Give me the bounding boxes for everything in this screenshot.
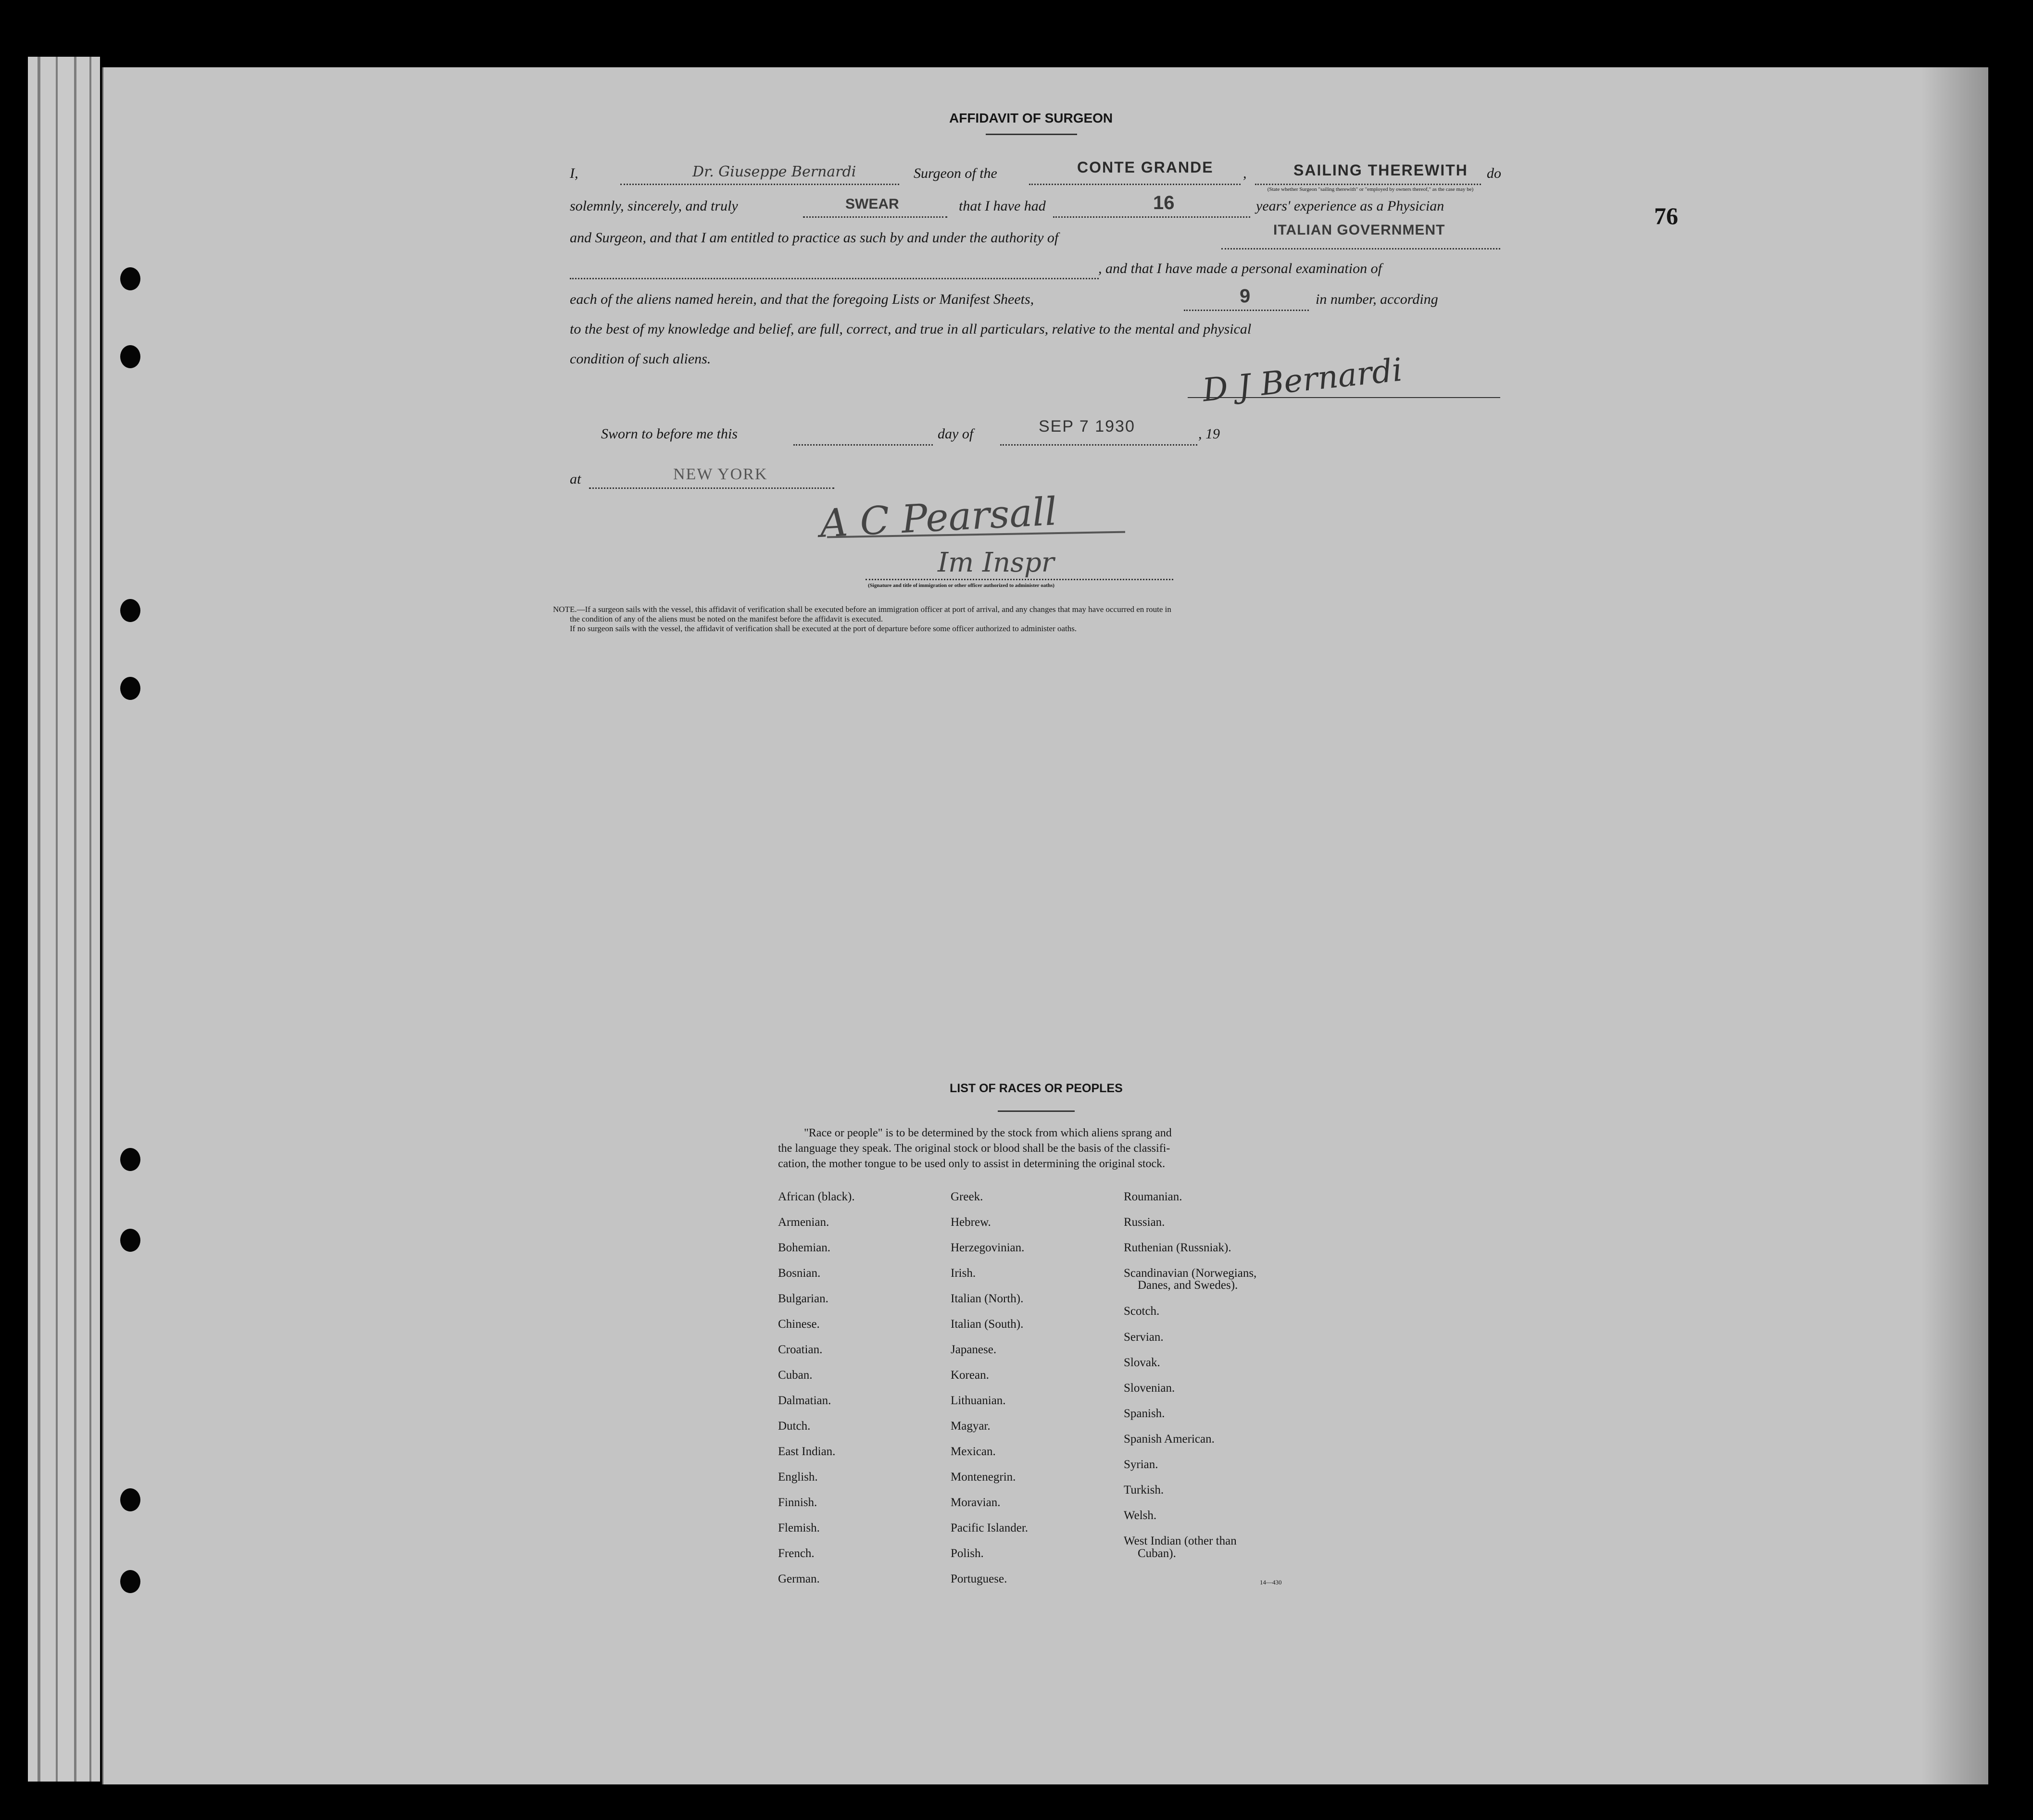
- race-item-continued: Danes, and Swedes).: [1138, 1279, 1238, 1292]
- race-item: Syrian.: [1124, 1458, 1158, 1471]
- races-intro-2: the language they speak. The original stock or blood shall be the basis of the classifi-: [778, 1142, 1170, 1155]
- race-item: English.: [778, 1471, 818, 1483]
- sailing-note: (State whether Surgeon "sailing therewith" or "employed by owners thereof," as the case may be): [1267, 187, 1474, 192]
- race-item: French.: [778, 1547, 815, 1560]
- race-item: Russian.: [1124, 1216, 1165, 1229]
- race-item: Polish.: [951, 1547, 984, 1560]
- surgeon-name: Dr. Giuseppe Bernardi: [692, 163, 856, 180]
- text-solemnly: solemnly, sincerely, and truly: [570, 198, 738, 214]
- note-line-1: NOTE.—If a surgeon sails with the vessel, this affidavit of verification shall be executed before an immigration officer at port of arrival, and any changes that may have occurred en route in: [553, 605, 1171, 614]
- fill-line-vessel: [1029, 184, 1241, 185]
- officer-title: Im Inspr: [938, 547, 1054, 578]
- punch-hole: [120, 677, 140, 700]
- text-each: each of the aliens named herein, and that the foregoing Lists or Manifest Sheets,: [570, 291, 1034, 307]
- page-edge-shadow: [1921, 67, 1988, 1784]
- signature-caption: (Signature and title of immigration or other officer authorized to administer oaths): [868, 583, 1054, 588]
- race-item: Japanese.: [951, 1343, 997, 1356]
- race-item: Croatian.: [778, 1343, 823, 1356]
- race-item: East Indian.: [778, 1445, 836, 1458]
- race-item: Servian.: [1124, 1331, 1164, 1344]
- fill-line-sailing: [1255, 184, 1481, 185]
- race-item: Pacific Islander.: [951, 1521, 1029, 1534]
- place-stamp: NEW YORK: [673, 465, 768, 483]
- race-item: Welsh.: [1124, 1509, 1157, 1522]
- form-number: 14—430: [1260, 1579, 1282, 1586]
- race-item: Herzegovinian.: [951, 1241, 1025, 1254]
- text-19: , 19: [1198, 426, 1220, 442]
- race-item: Irish.: [951, 1267, 976, 1280]
- fill-line-date: [1000, 444, 1197, 446]
- race-item: Flemish.: [778, 1521, 820, 1534]
- race-item: Italian (North).: [951, 1292, 1024, 1305]
- fill-line-oath: [803, 216, 947, 218]
- fill-line-authority: [1221, 248, 1500, 249]
- officer-signature-line: [866, 579, 1173, 580]
- comma: ,: [1243, 165, 1247, 181]
- race-item: Bulgarian.: [778, 1292, 828, 1305]
- text-i: I,: [570, 165, 578, 181]
- text-day-of: day of: [938, 426, 974, 442]
- race-item: Chinese.: [778, 1318, 820, 1331]
- text-at: at: [570, 471, 581, 487]
- punch-hole: [120, 345, 140, 368]
- race-item: Spanish.: [1124, 1407, 1165, 1420]
- race-item: Dutch.: [778, 1420, 811, 1433]
- races-title: LIST OF RACES OR PEOPLES: [950, 1082, 1123, 1095]
- fill-line-authority-cont: [570, 278, 1099, 279]
- ledger-binding: [28, 57, 100, 1782]
- races-intro-1: "Race or people" is to be determined by the stock from which aliens sprang and: [804, 1127, 1172, 1139]
- oath-word: SWEAR: [845, 196, 899, 212]
- race-item: Korean.: [951, 1369, 989, 1382]
- vessel-name: CONTE GRANDE: [1077, 159, 1214, 176]
- sailing-status: SAILING THEREWITH: [1293, 162, 1468, 179]
- punch-hole: [120, 1488, 140, 1511]
- race-item: Portuguese.: [951, 1572, 1007, 1585]
- text-surgeon-of: Surgeon of the: [914, 165, 997, 181]
- race-item: Dalmatian.: [778, 1394, 831, 1407]
- race-item: Magyar.: [951, 1420, 991, 1433]
- race-item: German.: [778, 1572, 820, 1585]
- text-condition: condition of such aliens.: [570, 351, 711, 367]
- fill-line-place: [589, 487, 834, 489]
- fill-line-surgeon-name: [620, 184, 899, 185]
- race-item: Scotch.: [1124, 1305, 1160, 1318]
- text-examination: , and that I have made a personal examination of: [1098, 261, 1382, 276]
- race-item: Montenegrin.: [951, 1471, 1016, 1483]
- text-and-surgeon: and Surgeon, and that I am entitled to practice as such by and under the authority of: [570, 230, 1059, 246]
- race-item: Cuban.: [778, 1369, 813, 1382]
- race-item: Spanish American.: [1124, 1433, 1215, 1446]
- fill-line-years: [1053, 216, 1250, 218]
- sworn-date: SEP 7 1930: [1039, 417, 1135, 436]
- note-line-2: the condition of any of the aliens must be noted on the manifest before the affidavit is executed.: [570, 614, 883, 623]
- race-item: Turkish.: [1124, 1483, 1164, 1496]
- punch-hole: [120, 599, 140, 622]
- page-number: 76: [1654, 202, 1678, 229]
- race-item: African (black).: [778, 1190, 855, 1203]
- race-item: Slovak.: [1124, 1356, 1160, 1369]
- punch-hole: [120, 267, 140, 290]
- punch-hole: [120, 1570, 140, 1593]
- races-intro-3: cation, the mother tongue to be used only to assist in determining the original stock.: [778, 1158, 1166, 1170]
- fill-line-sheets: [1184, 310, 1309, 311]
- race-item: Finnish.: [778, 1496, 817, 1509]
- race-item: Bohemian.: [778, 1241, 831, 1254]
- sheet-count: 9: [1240, 286, 1251, 307]
- text-in-number: in number, according: [1316, 291, 1438, 307]
- race-item-continued: Cuban).: [1138, 1547, 1176, 1560]
- signature-line: [1188, 397, 1500, 398]
- title-rule: [986, 134, 1077, 135]
- race-item: Slovenian.: [1124, 1382, 1175, 1395]
- note-line-3: If no surgeon sails with the vessel, the affidavit of verification shall be executed at the port of departure before some officer authorized to administer oaths.: [570, 624, 1077, 633]
- punch-hole: [120, 1148, 140, 1171]
- race-item: Armenian.: [778, 1216, 829, 1229]
- race-item: Scandinavian (Norwegians,: [1124, 1267, 1257, 1280]
- punch-hole: [120, 1229, 140, 1252]
- race-item: Lithuanian.: [951, 1394, 1006, 1407]
- officer-signature: A C Pearsall: [818, 489, 1058, 546]
- race-item: Moravian.: [951, 1496, 1001, 1509]
- race-item: Italian (South).: [951, 1318, 1024, 1331]
- race-item: Greek.: [951, 1190, 983, 1203]
- race-item: Roumanian.: [1124, 1190, 1182, 1203]
- race-item: Mexican.: [951, 1445, 996, 1458]
- race-item: Bosnian.: [778, 1267, 821, 1280]
- surgeon-signature: D J Bernardi: [1201, 351, 1405, 409]
- text-best: to the best of my knowledge and belief, are full, correct, and true in all particulars, relative to the mental and physical: [570, 321, 1252, 337]
- race-item: Hebrew.: [951, 1216, 991, 1229]
- race-item: Ruthenian (Russniak).: [1124, 1241, 1231, 1254]
- text-sworn: Sworn to before me this: [601, 426, 738, 442]
- fill-line-day: [793, 444, 933, 446]
- text-years-exp: years' experience as a Physician: [1256, 198, 1444, 214]
- authority: ITALIAN GOVERNMENT: [1273, 222, 1445, 238]
- text-have-had: that I have had: [959, 198, 1046, 214]
- race-item: West Indian (other than: [1124, 1534, 1237, 1547]
- text-do: do: [1487, 165, 1501, 181]
- races-title-rule: [998, 1110, 1075, 1112]
- years-experience: 16: [1153, 192, 1175, 213]
- affidavit-title: AFFIDAVIT OF SURGEON: [949, 111, 1113, 125]
